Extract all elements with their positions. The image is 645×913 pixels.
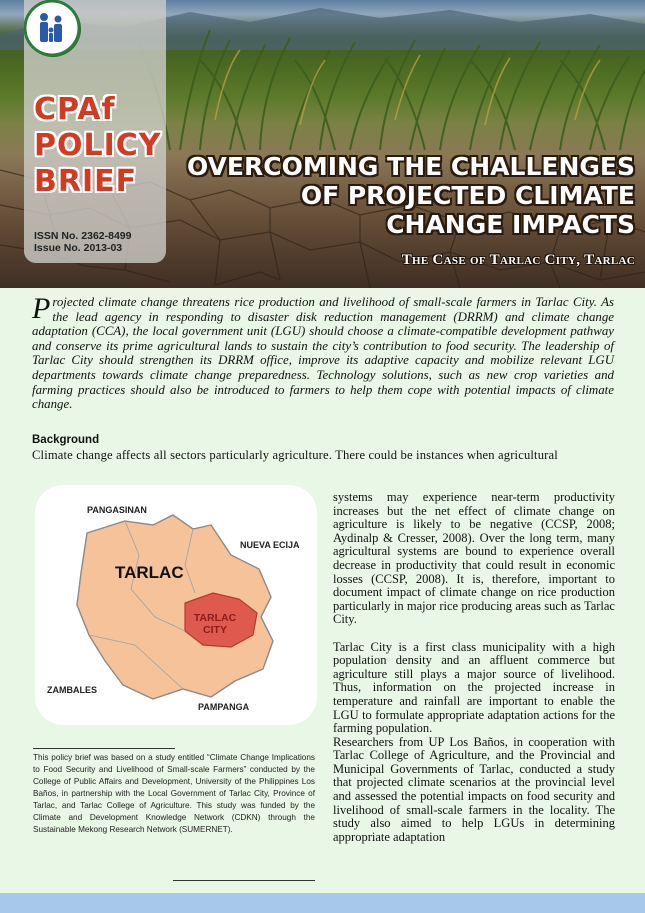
column-end-divider bbox=[173, 880, 315, 881]
issn-line bbox=[34, 230, 131, 242]
map-label-pangasinan: PANGASINAN bbox=[87, 505, 147, 515]
headline-line: OF PROJECTED CLIMATE bbox=[300, 181, 635, 210]
right-column bbox=[333, 491, 615, 844]
issue-value: 2013-03 bbox=[83, 242, 123, 254]
section-heading-background: Background bbox=[32, 434, 100, 446]
abstract-text: rojected climate change threatens rice production and livelihood of small-scale farmers in Tarlac City. As the lead agency in responding to disaster disk reduction management (DRRM) and climate change adaptation (CCA), the local government unit (LGU) should choose a climate-compatible development pathway and conserve its prime agricultural lands to sustain the city’s contribution to food security. The leadership of Tarlac City should strengthen its DRRM office, improve its adaptive capacity and mobilize relevant LGU departments towards climate change preparedness. Technology solutions, such as new crop varieties and farming practices should also be introduced to farmers to help them cope with potential impacts of climate change. bbox=[32, 295, 614, 412]
headline-line: OVERCOMING THE CHALLENGES bbox=[186, 152, 635, 181]
map-label-zambales: ZAMBALES bbox=[47, 685, 97, 695]
issn-label: ISSN No. bbox=[34, 230, 79, 242]
body-paragraph: Researchers from UP Los Baños, in cooperation with Tarlac College of Agriculture, and the Provincial and Municipal Governments of Tarlac, conducted a study that projected climate scenarios at the provincial level and assessed the potential impacts on food security and livelihood of small-scale farmers in the locality. The study also aimed to help LGUs in determining appropriate adaptation bbox=[333, 734, 615, 844]
headline bbox=[165, 152, 635, 239]
headline-line: CHANGE IMPACTS bbox=[386, 210, 635, 239]
cpaf-family-logo bbox=[24, 0, 80, 56]
map-city-line: TARLAC bbox=[193, 612, 237, 624]
drop-cap: P bbox=[32, 292, 51, 325]
issue-line bbox=[34, 242, 131, 254]
issn-value: 2362-8499 bbox=[81, 230, 132, 242]
brand-title-line: CPAf bbox=[34, 92, 116, 127]
map-label-nueva-ecija: NUEVA ECIJA bbox=[240, 540, 300, 550]
abstract bbox=[32, 292, 614, 412]
background-intro: Climate change affects all sectors particularly agriculture. There could be instances when agricultural bbox=[32, 448, 558, 462]
tarlac-map bbox=[35, 485, 317, 725]
body-paragraph: systems may experience near-term productivity increases but the net effect of climate change on agriculture is likely to be negative (CCSP, 2008; Aydinalp & Cresser, 2008). Over the long term, many agricultural systems are bound to experience overall decrease in productivity that could result in economic losses (CCSP, 2008). It is, therefore, important to document impact of climate change on rice production particularly in major rice producing areas such as Tarlac City. bbox=[333, 490, 615, 627]
footnote-divider bbox=[33, 748, 175, 749]
map-city-line: CITY bbox=[203, 624, 227, 636]
map-label-tarlac: TARLAC bbox=[115, 563, 184, 582]
cover-photo bbox=[0, 0, 645, 288]
brand-title bbox=[34, 92, 164, 200]
map-label-pampanga: PAMPANGA bbox=[198, 702, 250, 712]
footnote: This policy brief was based on a study entitled “Climate Change Implications to Food Security and Livelihood of Small-scale Farmers” conducted by the College of Public Affairs and Development, University of the Philippines Los Baños, in partnership with the Local Government of Tarlac City, Province of Tarlac, and Tarlac College of Agriculture. This study was funded by the Climate and Development Knowledge Network (CDKN) through the Sustainable Mekong Research Network (SUMERNET). bbox=[33, 753, 315, 834]
footer-bar bbox=[0, 893, 645, 913]
brand-title-line: BRIEF bbox=[34, 164, 138, 199]
issn-block bbox=[34, 230, 131, 254]
brand-title-line: POLICY bbox=[34, 128, 162, 163]
issue-label: Issue No. bbox=[34, 242, 81, 254]
body-paragraph: Tarlac City is a first class municipality with a high population density and an affluent commerce but agriculture still plays a major source of livelihood. Thus, information on the projected increase in temperature and rainfall are important to enable the LGU to formulate appropriate adaptation actions for the farming population. bbox=[333, 639, 615, 736]
subtitle: The Case of Tarlac City, Tarlac bbox=[401, 252, 635, 268]
brand-panel bbox=[24, 0, 166, 263]
map-label-tarlac-city bbox=[185, 612, 245, 636]
